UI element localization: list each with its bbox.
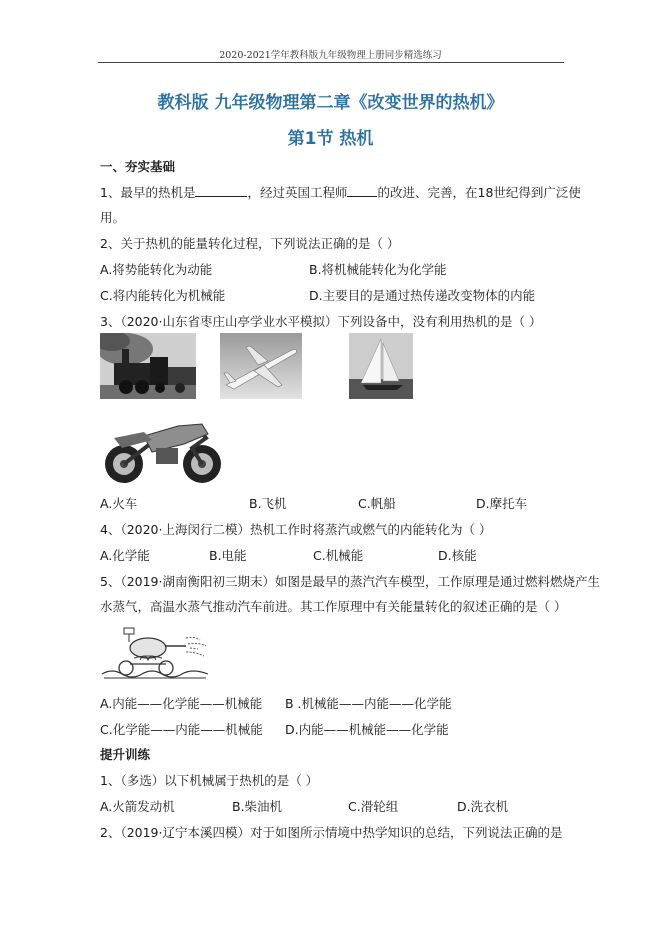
train-image [100,333,196,399]
q3-option-b: B.飞机 [249,496,287,511]
p1-option-c: C.滑轮组 [348,799,399,814]
q3-option-a: A.火车 [100,496,138,511]
q1-text-b: ，经过英国工程师 [247,185,348,200]
q2-option-d: D.主要目的是通过热传递改变物体的内能 [309,288,536,303]
q4-option-b: B.电能 [209,548,247,563]
p1-option-a: A.火箭发动机 [100,799,175,814]
question-1-line2: 用。 [100,210,126,225]
airplane-image [220,333,302,399]
q1-text-a: 1、最早的热机是 [100,185,196,200]
p1-option-b: B.柴油机 [232,799,283,814]
question-3-stem: 3、（2020·山东省枣庄山亭学业水平模拟）下列设备中，没有利用热机的是（ ） [100,314,542,329]
q5-option-a: A.内能——化学能——机械能 [100,696,263,711]
question-2-stem: 2、关于热机的能量转化过程，下列说法正确的是（ ） [100,236,400,251]
q5-option-c: C.化学能——内能——机械能 [100,722,263,737]
page-header: 2020-2021学年教科版九年级物理上册同步精选练习 [219,50,442,61]
page-title: 教科版 九年级物理第二章《改变世界的热机》 [157,93,504,113]
section-heading-advanced: 提升训练 [100,747,151,762]
q1-blank-2 [347,184,377,197]
q4-option-a: A.化学能 [100,548,150,563]
section-title: 第1节 热机 [287,129,374,149]
motorcycle-image [100,408,226,488]
q1-text-c: 的改进、完善，在18世纪得到广泛使 [377,185,581,200]
question-4-stem: 4、（2020·上海闵行二模）热机工作时将蒸汽或燃气的内能转化为（ ） [100,522,492,537]
q1-blank-1 [195,184,247,197]
advanced-question-2-stem: 2、（2019·辽宁本溪四模）对于如图所示情境中热学知识的总结，下列说法正确的是 [100,825,563,840]
q2-option-c: C.将内能转化为机械能 [100,288,226,303]
q3-option-d: D.摩托车 [476,496,528,511]
advanced-question-1-stem: 1、（多选）以下机械属于热机的是（ ） [100,773,319,788]
sailboat-image [349,333,413,399]
q4-option-c: C.机械能 [313,548,364,563]
question-5-line2: 水蒸气，高温水蒸气推动汽车前进。其工作原理中有关能量转化的叙述正确的是（ ） [100,599,567,614]
q4-option-d: D.核能 [438,548,477,563]
q2-option-b: B.将机械能转化为化学能 [309,262,447,277]
question-1-line1 [100,183,581,201]
p1-option-d: D.洗衣机 [457,799,509,814]
q5-option-b: B .机械能——内能——化学能 [285,696,452,711]
q2-option-a: A.将势能转化为动能 [100,262,213,277]
question-5-line1: 5、（2019·湖南衡阳初三期末）如图是最早的蒸汽汽车模型，工作原理是通过燃料燃烧产生 [100,574,600,589]
header-divider [98,62,564,63]
section-heading-basics: 一、夯实基础 [100,159,176,174]
q5-option-d: D.内能——机械能——化学能 [285,722,449,737]
steam-car-diagram [100,622,210,680]
q3-option-c: C.帆船 [358,496,396,511]
